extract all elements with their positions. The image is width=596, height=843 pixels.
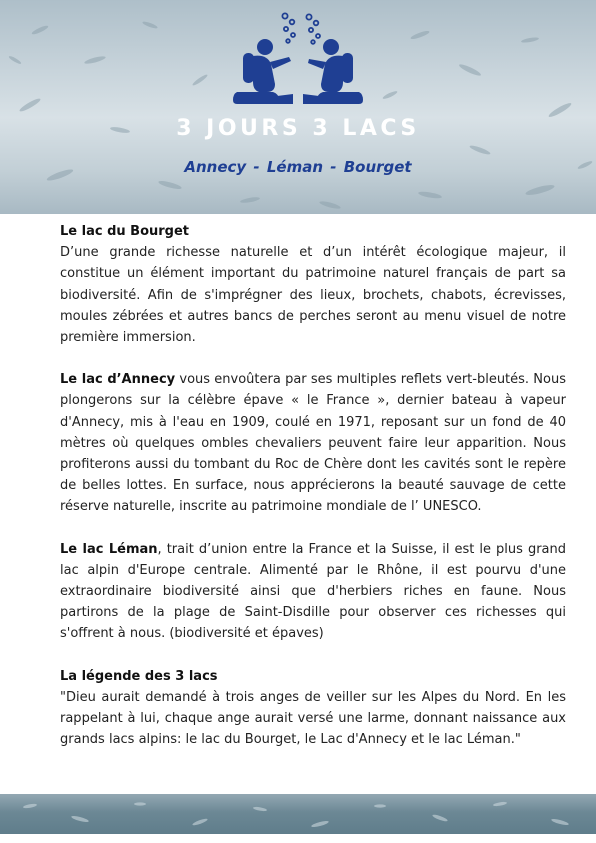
section-text: , trait d’union entre la France et la Suisse, il est le plus grand lac alpin d'Europe centrale. Alimenté par le Rhône, il est pourvu d'une extraordinaire biodiversité ainsi que d'herbiers riches en faune. Nous partirons de la plage de Saint-Disdille pour observer ces richesses qui s'offrent à nous. (biodiversité et épaves) [60,541,567,642]
content-body [60,221,566,750]
section-heading: La légende des 3 lacs [60,668,218,684]
divers-logo-icon [223,12,373,110]
footer-banner [0,794,596,834]
section-heading: Le lac d’Annecy [60,372,176,388]
page-title: 3 JOURS 3 LACS [176,116,420,141]
section-text: vous envoûtera par ses multiples reflets vert-bleutés. Nous plongerons sur la célèbre épave « le France », dernier bateau à vapeur d'Annecy, mis à l'eau en 1909, coulé en 1971, reposant sur un fond de 40 mètres où quelques ombles chevaliers peuvent faire leur apparition. Nous profiterons aussi du tombant du Roc de Chère dont les cavités sont le repère de belles lottes. En surface, nous apprécierons la beauté sauvage de cette réserve naturelle, inscrite au patrimoine mondiale de l’ UNESCO. [60,372,566,515]
fish-school-footer [0,794,596,834]
section-legende [60,666,566,751]
section-heading: Le lac Léman [60,541,158,557]
section-text: D’une grande richesse naturelle et d’un intérêt écologique majeur, il constitue un élément important du patrimoine naturel français de part sa biodiversité. Afin de s'imprégner des lieux, brochets, chabots, écrevisses, moules zébrées et autres bancs de perches seront au menu visuel de notre première immersion. [60,245,566,346]
section-text: "Dieu aurait demandé à trois anges de veiller sur les Alpes du Nord. En les rappelant à lui, chaque ange aurait versé une larme, donnant naissance aux grands lacs alpins: le lac du Bourget, le Lac d'Annecy et le lac Léman." [60,689,566,748]
section-bourget [60,221,566,348]
page-subtitle: Annecy - Léman - Bourget [184,158,412,176]
header-banner [0,0,596,214]
section-annecy [60,369,566,517]
section-leman [60,539,566,645]
section-heading: Le lac du Bourget [60,224,190,239]
